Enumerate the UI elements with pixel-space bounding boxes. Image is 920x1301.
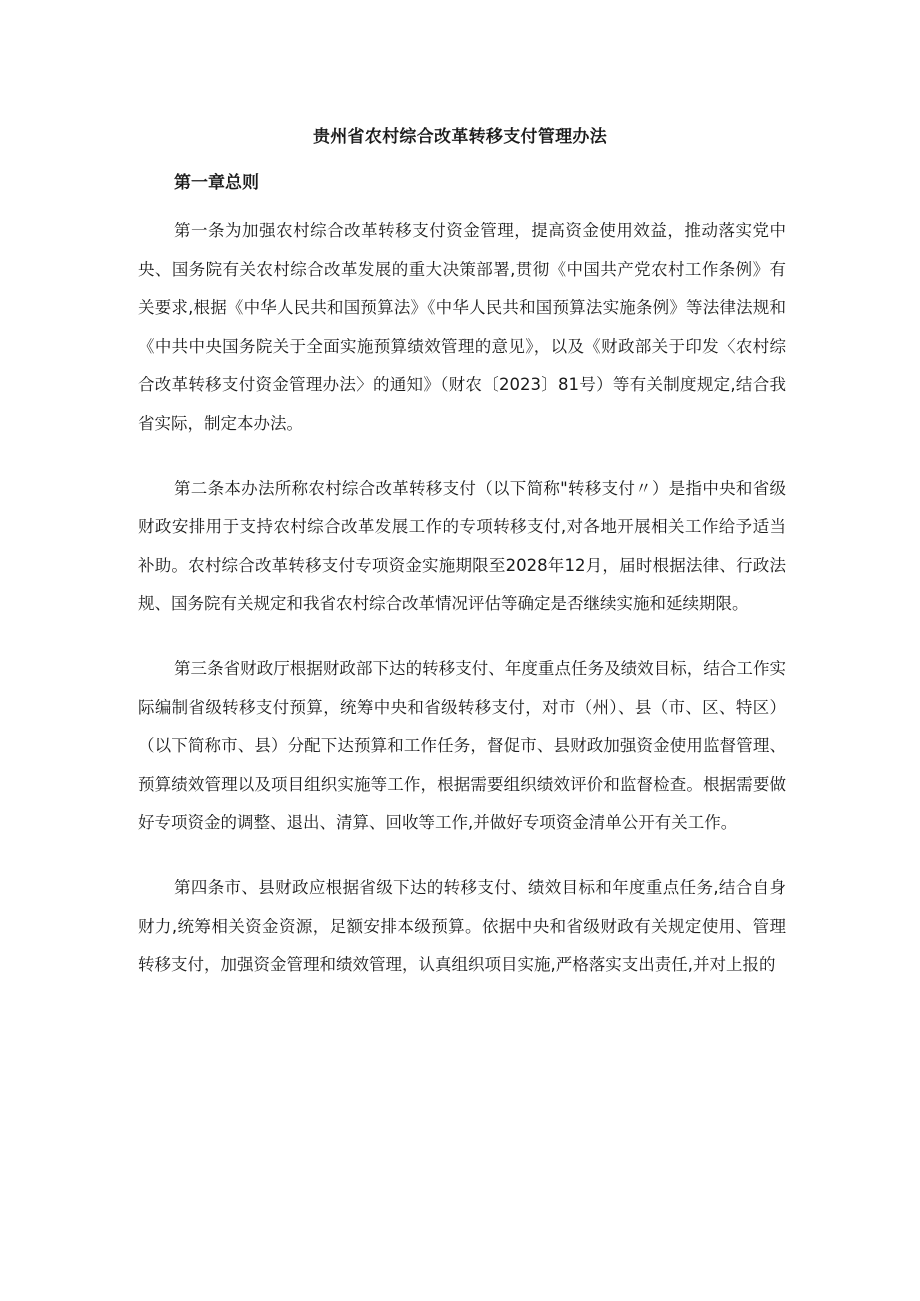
article-1-paragraph: 第一条为加强农村综合改革转移支付资金管理，提高资金使用效益，推动落实党中央、国务院有关农村综合改革发展的重大决策部署,贯彻《中国共产党农村工作条例》有关要求,根据《中华人民共和国预算法》《中华人民共和国预算法实施条例》等法律法规和《中共中央国务院关于全面实施预算绩效管理的意见》，以及《财政部关于印发〈农村综合改革转移支付资金管理办法〉的通知》（财农〔2023〕81号）等有关制度规定,结合我省实际，制定本办法。 <box>138 221 786 433</box>
document-title: 贵州省农村综合改革转移支付管理办法 <box>312 127 608 147</box>
chapter-heading: 第一章总则 <box>174 173 259 193</box>
article-4-paragraph: 第四条市、县财政应根据省级下达的转移支付、绩效目标和年度重点任务,结合自身财力,统筹相关资金资源，足额安排本级预算。依据中央和省级财政有关规定使用、管理转移支付，加强资金管理和绩效管理，认真组织项目实施,严格落实支出责任,并对上报的 <box>138 877 786 975</box>
article-3-paragraph: 第三条省财政厅根据财政部下达的转移支付、年度重点任务及绩效目标，结合工作实际编制省级转移支付预算，统筹中央和省级转移支付，对市（州）、县（市、区、特区）（以下简称市、县）分配下达预算和工作任务，督促市、县财政加强资金使用监督管理、预算绩效管理以及项目组织实施等工作，根据需要组织绩效评价和监督检查。根据需要做好专项资金的调整、退出、清算、回收等工作,并做好专项资金清单公开有关工作。 <box>138 658 786 833</box>
article-2-paragraph: 第二条本办法所称农村综合改革转移支付（以下简称"转移支付〃）是指中央和省级财政安排用于支持农村综合改革发展工作的专项转移支付,对各地开展相关工作给予适当补助。农村综合改革转移支付专项资金实施期限至2028年12月，届时根据法律、行政法规、国务院有关规定和我省农村综合改革情况评估等确定是否继续实施和延续期限。 <box>138 478 786 614</box>
document-body <box>138 212 786 1011</box>
